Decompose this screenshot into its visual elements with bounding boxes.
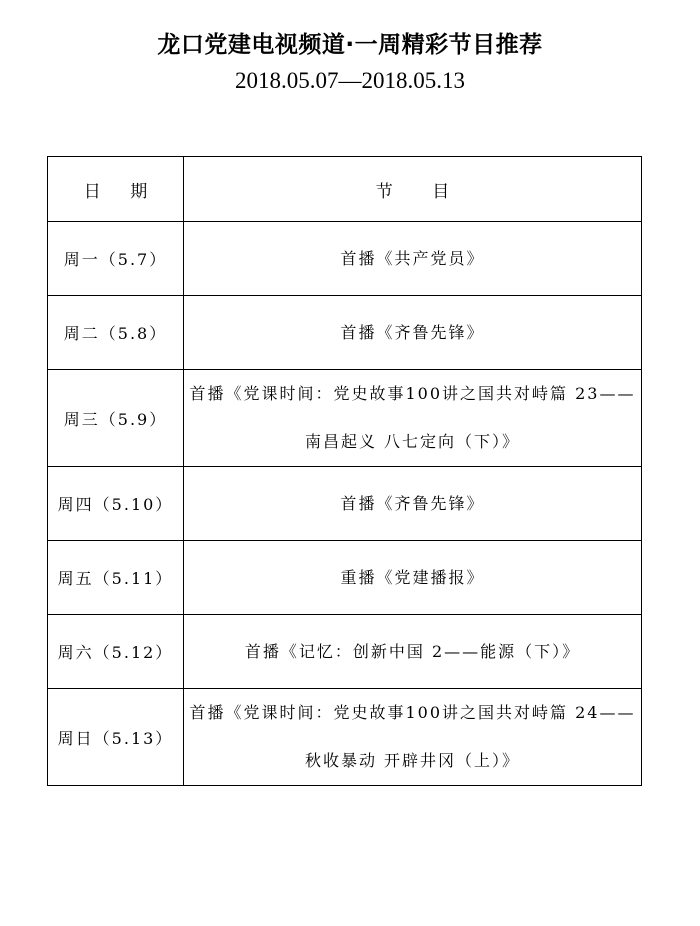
row-date: 周四（5.10） bbox=[48, 467, 184, 541]
row-program: 重播《党建播报》 bbox=[184, 541, 642, 615]
row-date: 周五（5.11） bbox=[48, 541, 184, 615]
date-range: 2018.05.07—2018.05.13 bbox=[235, 68, 465, 93]
table-header-row bbox=[48, 157, 642, 222]
row-program: 首播《党课时间：党史故事100讲之国共对峙篇 24——秋收暴动 开辟井冈（上）》 bbox=[184, 689, 642, 786]
row-date: 周二（5.8） bbox=[48, 296, 184, 370]
row-program: 首播《齐鲁先锋》 bbox=[184, 467, 642, 541]
table-row bbox=[48, 370, 642, 467]
table-row bbox=[48, 615, 642, 689]
header-date: 日 期 bbox=[48, 157, 184, 222]
table-row bbox=[48, 689, 642, 786]
program-schedule-table bbox=[47, 156, 642, 786]
row-date: 周六（5.12） bbox=[48, 615, 184, 689]
row-program: 首播《党课时间：党史故事100讲之国共对峙篇 23——南昌起义 八七定向（下）》 bbox=[184, 370, 642, 467]
header-program: 节 目 bbox=[184, 157, 642, 222]
row-program: 首播《记忆：创新中国 2——能源（下）》 bbox=[184, 615, 642, 689]
document-title: 龙口党建电视频道·一周精彩节目推荐 bbox=[157, 32, 543, 58]
row-date: 周日（5.13） bbox=[48, 689, 184, 786]
table-row bbox=[48, 541, 642, 615]
row-date: 周三（5.9） bbox=[48, 370, 184, 467]
row-date: 周一（5.7） bbox=[48, 222, 184, 296]
row-program: 首播《共产党员》 bbox=[184, 222, 642, 296]
table-row bbox=[48, 467, 642, 541]
row-program: 首播《齐鲁先锋》 bbox=[184, 296, 642, 370]
table-row bbox=[48, 222, 642, 296]
table-row bbox=[48, 296, 642, 370]
